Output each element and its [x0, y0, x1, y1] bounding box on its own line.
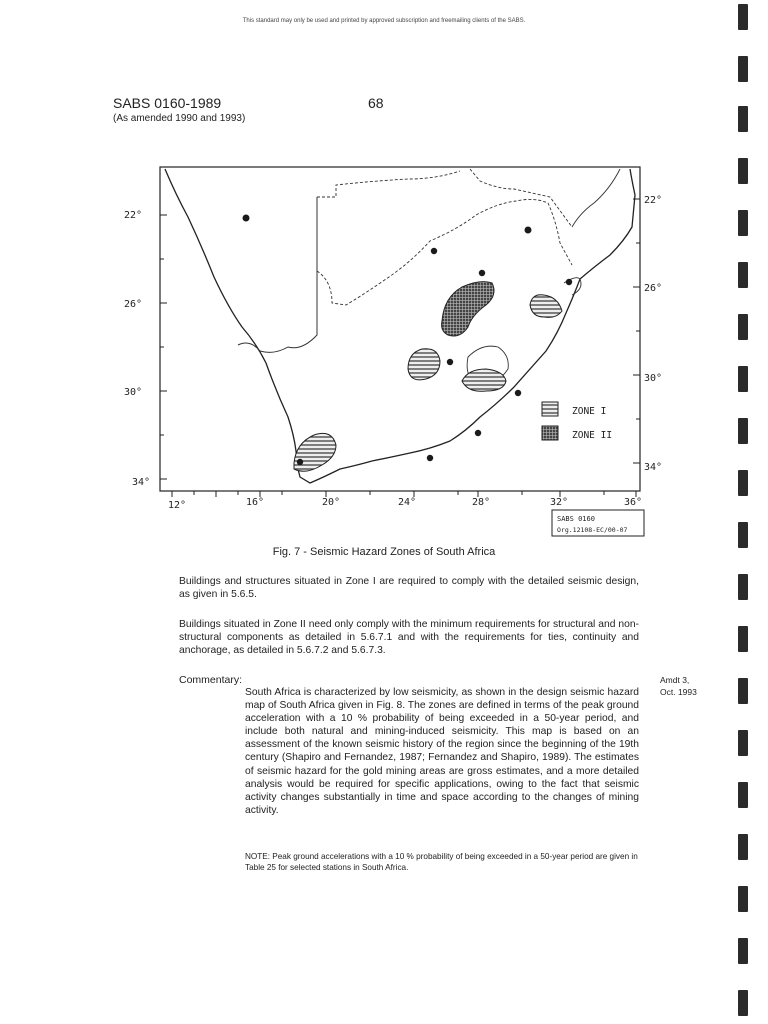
legend-label-zone-1: ZONE I: [572, 406, 607, 417]
lat-label-right: 34°: [644, 462, 663, 473]
lat-label-left: 22°: [124, 210, 143, 221]
commentary-text: South Africa is characterized by low seismicity, as shown in the design seismic hazard map of South Africa given in Fig. 8. The zones are defined in terms of the peak ground acceleration with a 10 % probability of being exceeded in a 50-year period, and include both natural and mining-induced seismicity. This map is based on an assessment of the known seismic history of the region since the beginning of the 19th century (Shapiro and Fernandez, 1987; Fernandez and Shapiro, 1989). The estimates of seismic hazard for the gold mining areas are gross estimates, and a more detailed analysis would be required for specific applications, owing to the fact that seismic activity changes substantially in time and space according to the changes of mining activity.: [245, 687, 639, 816]
binding-hole: [738, 158, 748, 184]
border-north: [317, 199, 572, 305]
lat-label-right: 26°: [644, 283, 663, 294]
border-northeast: [470, 169, 572, 227]
lon-label: 32°: [550, 497, 569, 508]
town-marker: [297, 459, 303, 465]
drawing-reference-line2: Org.12108-EC/00-07: [557, 526, 628, 534]
border-mozambique: [572, 169, 620, 227]
lat-label-left: 26°: [124, 299, 143, 310]
border-namibia: [238, 197, 317, 352]
legend-label-zone-2: ZONE II: [572, 430, 613, 441]
legend-swatch-zone-1: [542, 402, 558, 416]
document-header: [113, 95, 245, 124]
binding-hole: [738, 886, 748, 912]
body-paragraph-zone-2: Buildings situated in Zone II need only comply with the minimum requirements for structural and non-structural components as detailed in 5.6.7.1 and with the requirements for ties, continuity and anchorage, as detailed in 5.6.7.2 and 5.6.7.3.: [179, 619, 639, 656]
lat-label-right: 30°: [644, 373, 663, 384]
lon-label: 36°: [624, 497, 643, 508]
binding-hole: [738, 262, 748, 288]
zone-1-area-northeast: [530, 295, 562, 318]
binding-hole: [738, 938, 748, 964]
zone-1-area-west-cape: [294, 433, 336, 471]
lon-label: 12°: [168, 500, 187, 511]
binding-hole: [738, 56, 748, 82]
town-marker: [515, 390, 521, 396]
town-marker: [566, 279, 572, 285]
legend-swatch-zone-2: [542, 426, 558, 440]
binding-hole: [738, 522, 748, 548]
binding-hole: [738, 990, 748, 1016]
commentary-label: Commentary:: [179, 674, 243, 686]
lon-label: 20°: [322, 497, 341, 508]
town-marker: [447, 359, 453, 365]
lat-ticks: [160, 199, 640, 479]
map-frame: [160, 167, 640, 491]
binding-hole: [738, 834, 748, 860]
town-marker: [243, 215, 250, 222]
town-marker: [475, 430, 481, 436]
binding-hole: [738, 470, 748, 496]
seismic-hazard-map: [110, 155, 663, 540]
binding-hole: [738, 106, 748, 132]
note-text: NOTE: Peak ground accelerations with a 10 % probability of being exceeded in a 50-year period are given in Table 25 for selected stations in South Africa.: [245, 852, 638, 872]
binding-hole: [738, 418, 748, 444]
binding-hole: [738, 4, 748, 30]
binding-hole: [738, 782, 748, 808]
lat-label-left: 30°: [124, 387, 143, 398]
amendment-note: (As amended 1990 and 1993): [113, 113, 246, 124]
binding-hole: [738, 574, 748, 600]
town-marker: [479, 270, 485, 276]
binding-holes-strip: [736, 0, 750, 1024]
lon-label: 16°: [246, 497, 265, 508]
town-marker: [525, 227, 532, 234]
border-botswana: [317, 171, 460, 197]
map-legend: [542, 402, 612, 441]
town-marker: [427, 455, 433, 461]
amendment-margin-line1: Amdt 3,: [660, 675, 690, 685]
zone-1-area-east: [462, 369, 506, 391]
binding-hole: [738, 626, 748, 652]
amendment-margin-line2: Oct. 1993: [660, 687, 697, 697]
lat-label-right: 22°: [644, 195, 663, 206]
town-marker: [431, 248, 437, 254]
page-number: 68: [368, 95, 384, 111]
zone-1-area-central: [408, 349, 440, 380]
lon-label: 24°: [398, 497, 417, 508]
amendment-margin-note: [660, 674, 697, 698]
distribution-notice: This standard may only be used and printed by approved subscription and freemailing clients of the SABS.: [242, 18, 526, 24]
standard-number: SABS 0160-1989: [113, 95, 222, 111]
binding-hole: [738, 210, 748, 236]
drawing-reference-line1: SABS 0160: [557, 515, 595, 523]
figure-caption: Fig. 7 - Seismic Hazard Zones of South Africa: [272, 546, 496, 558]
binding-hole: [738, 730, 748, 756]
body-paragraph-zone-1: Buildings and structures situated in Zone I are required to comply with the detailed seismic design, as given in 5.6.5.: [179, 576, 639, 600]
zone-2-area-gold-mining: [442, 282, 494, 336]
binding-hole: [738, 366, 748, 392]
lon-label: 28°: [472, 497, 491, 508]
lat-label-left: 34°: [132, 477, 151, 488]
binding-hole: [738, 678, 748, 704]
binding-hole: [738, 314, 748, 340]
